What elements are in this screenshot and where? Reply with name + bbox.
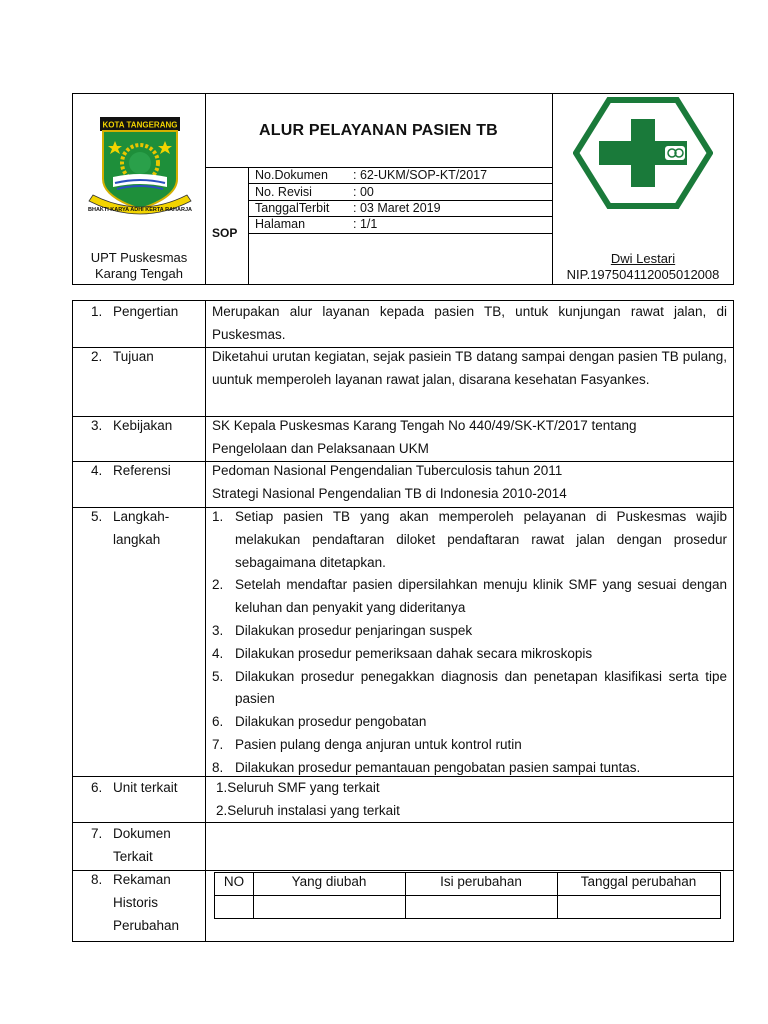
langkah-label-line-2: langkah: [113, 531, 161, 547]
meta-value-halaman: : 1/1: [353, 217, 378, 231]
sop-label: SOP: [212, 226, 238, 240]
svg-text:KOTA TANGERANG: KOTA TANGERANG: [102, 120, 178, 130]
row-label-langkah: [113, 506, 205, 552]
row-number-dokumen: 7.: [91, 826, 103, 841]
meta-column-divider: [248, 167, 249, 284]
kota-tangerang-logo: [85, 113, 195, 229]
step-number: 2.: [212, 577, 224, 593]
row-label-unit: Unit terkait: [113, 780, 178, 795]
langkah-steps-list: [212, 506, 727, 780]
row-label-referensi: Referensi: [113, 463, 171, 478]
row-label-pengertian: Pengertian: [113, 304, 179, 319]
step-number: 6.: [212, 714, 224, 730]
rekaman-label-line-3: Perubahan: [113, 917, 180, 933]
history-header-tanggal-perubahan: Tanggal perubahan: [580, 874, 697, 889]
step-item: [212, 734, 727, 757]
unit-item-1: 1.Seluruh SMF yang terkait: [216, 780, 380, 795]
meta-label-tanggal-terbit: TanggalTerbit: [255, 201, 330, 215]
referensi-line-1: Pedoman Nasional Pengendalian Tuberculosis tahun 2011: [212, 463, 563, 478]
rekaman-label-line-1: Rekaman: [113, 872, 171, 887]
kebijakan-line-2: Pengelolaan dan Pelaksanaan UKM: [212, 440, 429, 456]
organization-name: [73, 250, 205, 282]
sop-content-table: [72, 300, 734, 942]
step-item: [212, 711, 727, 734]
step-text: Dilakukan prosedur pemeriksaan dahak secara mikroskopis: [235, 645, 593, 661]
meta-label-no-dokumen: No.Dokumen: [255, 168, 328, 182]
row-number-referensi: 4.: [91, 463, 103, 478]
step-number: 7.: [212, 736, 224, 752]
row-label-kebijakan: Kebijakan: [113, 418, 173, 433]
step-number: 8.: [212, 759, 224, 775]
step-text: Dilakukan prosedur pemantauan pengobatan pasien sampai tuntas.: [235, 759, 641, 775]
row-label-rekaman: [113, 869, 205, 937]
dokumen-label-line-1: Dokumen: [113, 826, 171, 841]
signer-nip: NIP.197504112005012008: [566, 267, 720, 282]
dokumen-label-line-2: Terkait: [113, 848, 153, 864]
step-item: [212, 620, 727, 643]
step-item: [212, 574, 727, 620]
signer-name: Dwi Lestari: [610, 251, 676, 266]
sop-header-table: [72, 93, 734, 285]
puskesmas-logo: [573, 97, 713, 209]
document-title: ALUR PELAYANAN PASIEN TB: [259, 122, 498, 139]
row-number-tujuan: 2.: [91, 349, 103, 364]
org-line-1: UPT Puskesmas: [90, 250, 188, 265]
row-label-dokumen: [113, 823, 205, 869]
history-header-yang-diubah: Yang diubah: [291, 874, 367, 889]
meta-label-no-revisi: No. Revisi: [255, 185, 312, 199]
tujuan-text: Diketahui urutan kegiatan, sejak pasiein TB datang sampai dengan pasien TB pulang, uuntuk memperoleh layanan rawat jalan, disarana kesehatan Fasyankes.: [212, 349, 727, 387]
row-label-tujuan: Tujuan: [113, 349, 154, 364]
signature-block: [553, 251, 733, 283]
svg-text:BHAKTI KARYA ADHI KERTA RAHARJ: BHAKTI KARYA ADHI KERTA RAHARJA: [88, 207, 192, 213]
step-number: 4.: [212, 645, 224, 661]
step-number: 3.: [212, 622, 224, 638]
step-item: [212, 643, 727, 666]
step-text: Setelah mendaftar pasien dipersilahkan menuju klinik SMF yang sesuai dengan keluhan dan penyakit yang dideritanya: [235, 577, 727, 616]
step-number: 1.: [212, 509, 224, 524]
history-header-no: NO: [223, 874, 245, 889]
row-number-langkah: 5.: [91, 509, 103, 524]
langkah-label-line-1: Langkah-: [113, 509, 170, 524]
step-text: Dilakukan prosedur penegakkan diagnosis dan penetapan klasifikasi serta tipe pasien: [235, 668, 727, 707]
meta-label-halaman: Halaman: [255, 217, 306, 231]
step-text: Pasien pulang denga anjuran untuk kontrol rutin: [235, 736, 522, 752]
rekaman-label-line-2: Historis: [113, 894, 159, 910]
step-item: [212, 506, 727, 574]
step-text: Dilakukan prosedur penjaringan suspek: [235, 622, 473, 638]
row-number-unit: 6.: [91, 780, 103, 795]
row-number-kebijakan: 3.: [91, 418, 103, 433]
unit-item-2: 2.Seluruh instalasi yang terkait: [216, 803, 400, 818]
main-column-divider: [205, 301, 206, 941]
change-history-table: [214, 872, 721, 919]
row-number-rekaman: 8.: [91, 872, 103, 887]
referensi-text: [212, 460, 727, 506]
history-header-isi-perubahan: Isi perubahan: [440, 874, 522, 889]
org-line-2: Karang Tengah: [95, 266, 183, 281]
row-number-pengertian: 1.: [91, 304, 103, 319]
meta-value-no-revisi: : 00: [353, 185, 374, 199]
kebijakan-text: [212, 415, 727, 461]
step-item: [212, 666, 727, 712]
meta-value-no-dokumen: : 62-UKM/SOP-KT/2017: [353, 168, 488, 182]
pengertian-text: Merupakan alur layanan kepada pasien TB, untuk kunjungan rawat jalan, di Puskesmas.: [212, 304, 727, 342]
meta-value-tanggal-terbit: : 03 Maret 2019: [353, 201, 441, 215]
step-text: Dilakukan prosedur pengobatan: [235, 714, 427, 730]
kebijakan-line-1: SK Kepala Puskesmas Karang Tengah No 440/49/SK-KT/2017 tentang: [212, 418, 637, 433]
step-number: 5.: [212, 668, 224, 684]
referensi-line-2: Strategi Nasional Pengendalian TB di Indonesia 2010-2014: [212, 485, 567, 501]
step-text: Setiap pasien TB yang akan memperoleh pelayanan di Puskesmas wajib melakukan pendaftaran diloket pendaftaran rawat jalan dengan prosedur sebagaimana ditetapkan.: [235, 509, 727, 570]
